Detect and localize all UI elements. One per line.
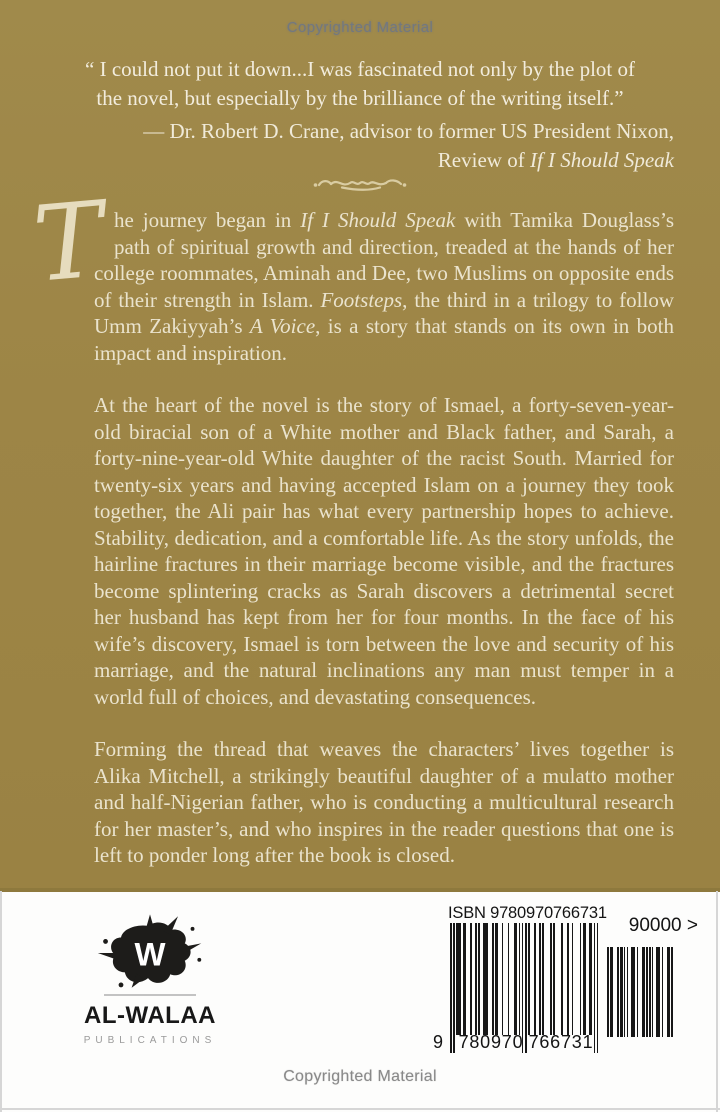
- publisher-logo-block: [60, 914, 240, 1046]
- isbn-label: ISBN 9780970766731: [448, 904, 607, 922]
- photo-edge-bottom: [0, 1108, 720, 1110]
- cover-bottom-band: [0, 892, 720, 1112]
- photo-edge-right: [716, 891, 718, 1112]
- publisher-name: AL-WALAA: [84, 1002, 216, 1029]
- barcode-digit-lead: 9: [433, 1032, 444, 1052]
- attribution-line-2: [100, 146, 674, 175]
- quote-line-2: the novel, but especially by the brilliance of the writing itself.”: [96, 85, 624, 110]
- synopsis-paragraph-1-text: he journey began in If I Should Speak with Tamika Douglass’s path of spiritual growth and direction, treaded at the hands of her college roommates, Aminah and Dee, two Muslims on opposite ends of their strength in Islam. Footsteps, the third in a trilogy to follow Umm Zakiyyah’s A Voice, is a story that stands on its own in both impact and inspiration.: [94, 208, 675, 365]
- attribution-review-of-text: Review of: [437, 147, 530, 172]
- supplement-code-label: 90000 >: [628, 915, 698, 936]
- dropcap-letter: T: [28, 178, 109, 306]
- publisher-subtitle: PUBLICATIONS: [83, 1035, 217, 1046]
- barcode-digit-group-1: 780970: [458, 1032, 524, 1052]
- bottom-copyright-label: Copyrighted Material: [283, 1068, 437, 1085]
- ink-splat-logo-icon: [92, 914, 208, 992]
- logo-divider-rule: [104, 994, 196, 996]
- attribution-line-1: — Dr. Robert D. Crane, advisor to former US President Nixon,: [143, 119, 674, 143]
- synopsis: [94, 207, 674, 895]
- barcode-digit-group-2: 766731: [528, 1032, 594, 1052]
- ornament-flourish-icon: [312, 176, 408, 192]
- quote-line-1: “ I could not put it down...I was fascinated not only by the plot of: [85, 57, 635, 81]
- photo-edge-left: [0, 891, 2, 1112]
- attribution-book-title: If I Should Speak: [529, 147, 674, 172]
- quote-attribution: [100, 117, 674, 174]
- synopsis-paragraph-2: At the heart of the novel is the story of Ismael, a forty-seven-year-old biracial son of a White mother and Black father, and Sarah, a forty-nine-year-old White daughter of the racist South. Married for twenty-six years and having accepted Islam on a journey they took together, the Ali pair has what every partnership hopes to achieve. Stability, dedication, and a comfortable life. As the story unfolds, the hairline fractures in their marriage become visible, and the fractures become splintering cracks as Sarah discovers a detrimental secret her husband has kept from her for four months. In the face of his wife’s discovery, Ismael is torn between the love and security of his marriage, and the natural inclinations any man must temper in a world full of choices, and devastating consequences.: [94, 393, 674, 709]
- top-copyright-watermark: Copyrighted Material: [286, 19, 434, 36]
- review-quote: [40, 55, 680, 112]
- logo-letter: W: [134, 935, 166, 973]
- synopsis-paragraph-1: [94, 207, 674, 366]
- synopsis-paragraph-3: Forming the thread that weaves the characters’ lives together is Alika Mitchell, a strikingly beautiful daughter of a mulatto mother and half-Nigerian father, who is conducting a multicultural research for her master’s, and who inspires in the reader questions that one is left to ponder long after the book is closed.: [94, 737, 674, 867]
- ean5-supplement-barcode: [606, 947, 673, 1037]
- dropcap-spacer: [94, 207, 114, 235]
